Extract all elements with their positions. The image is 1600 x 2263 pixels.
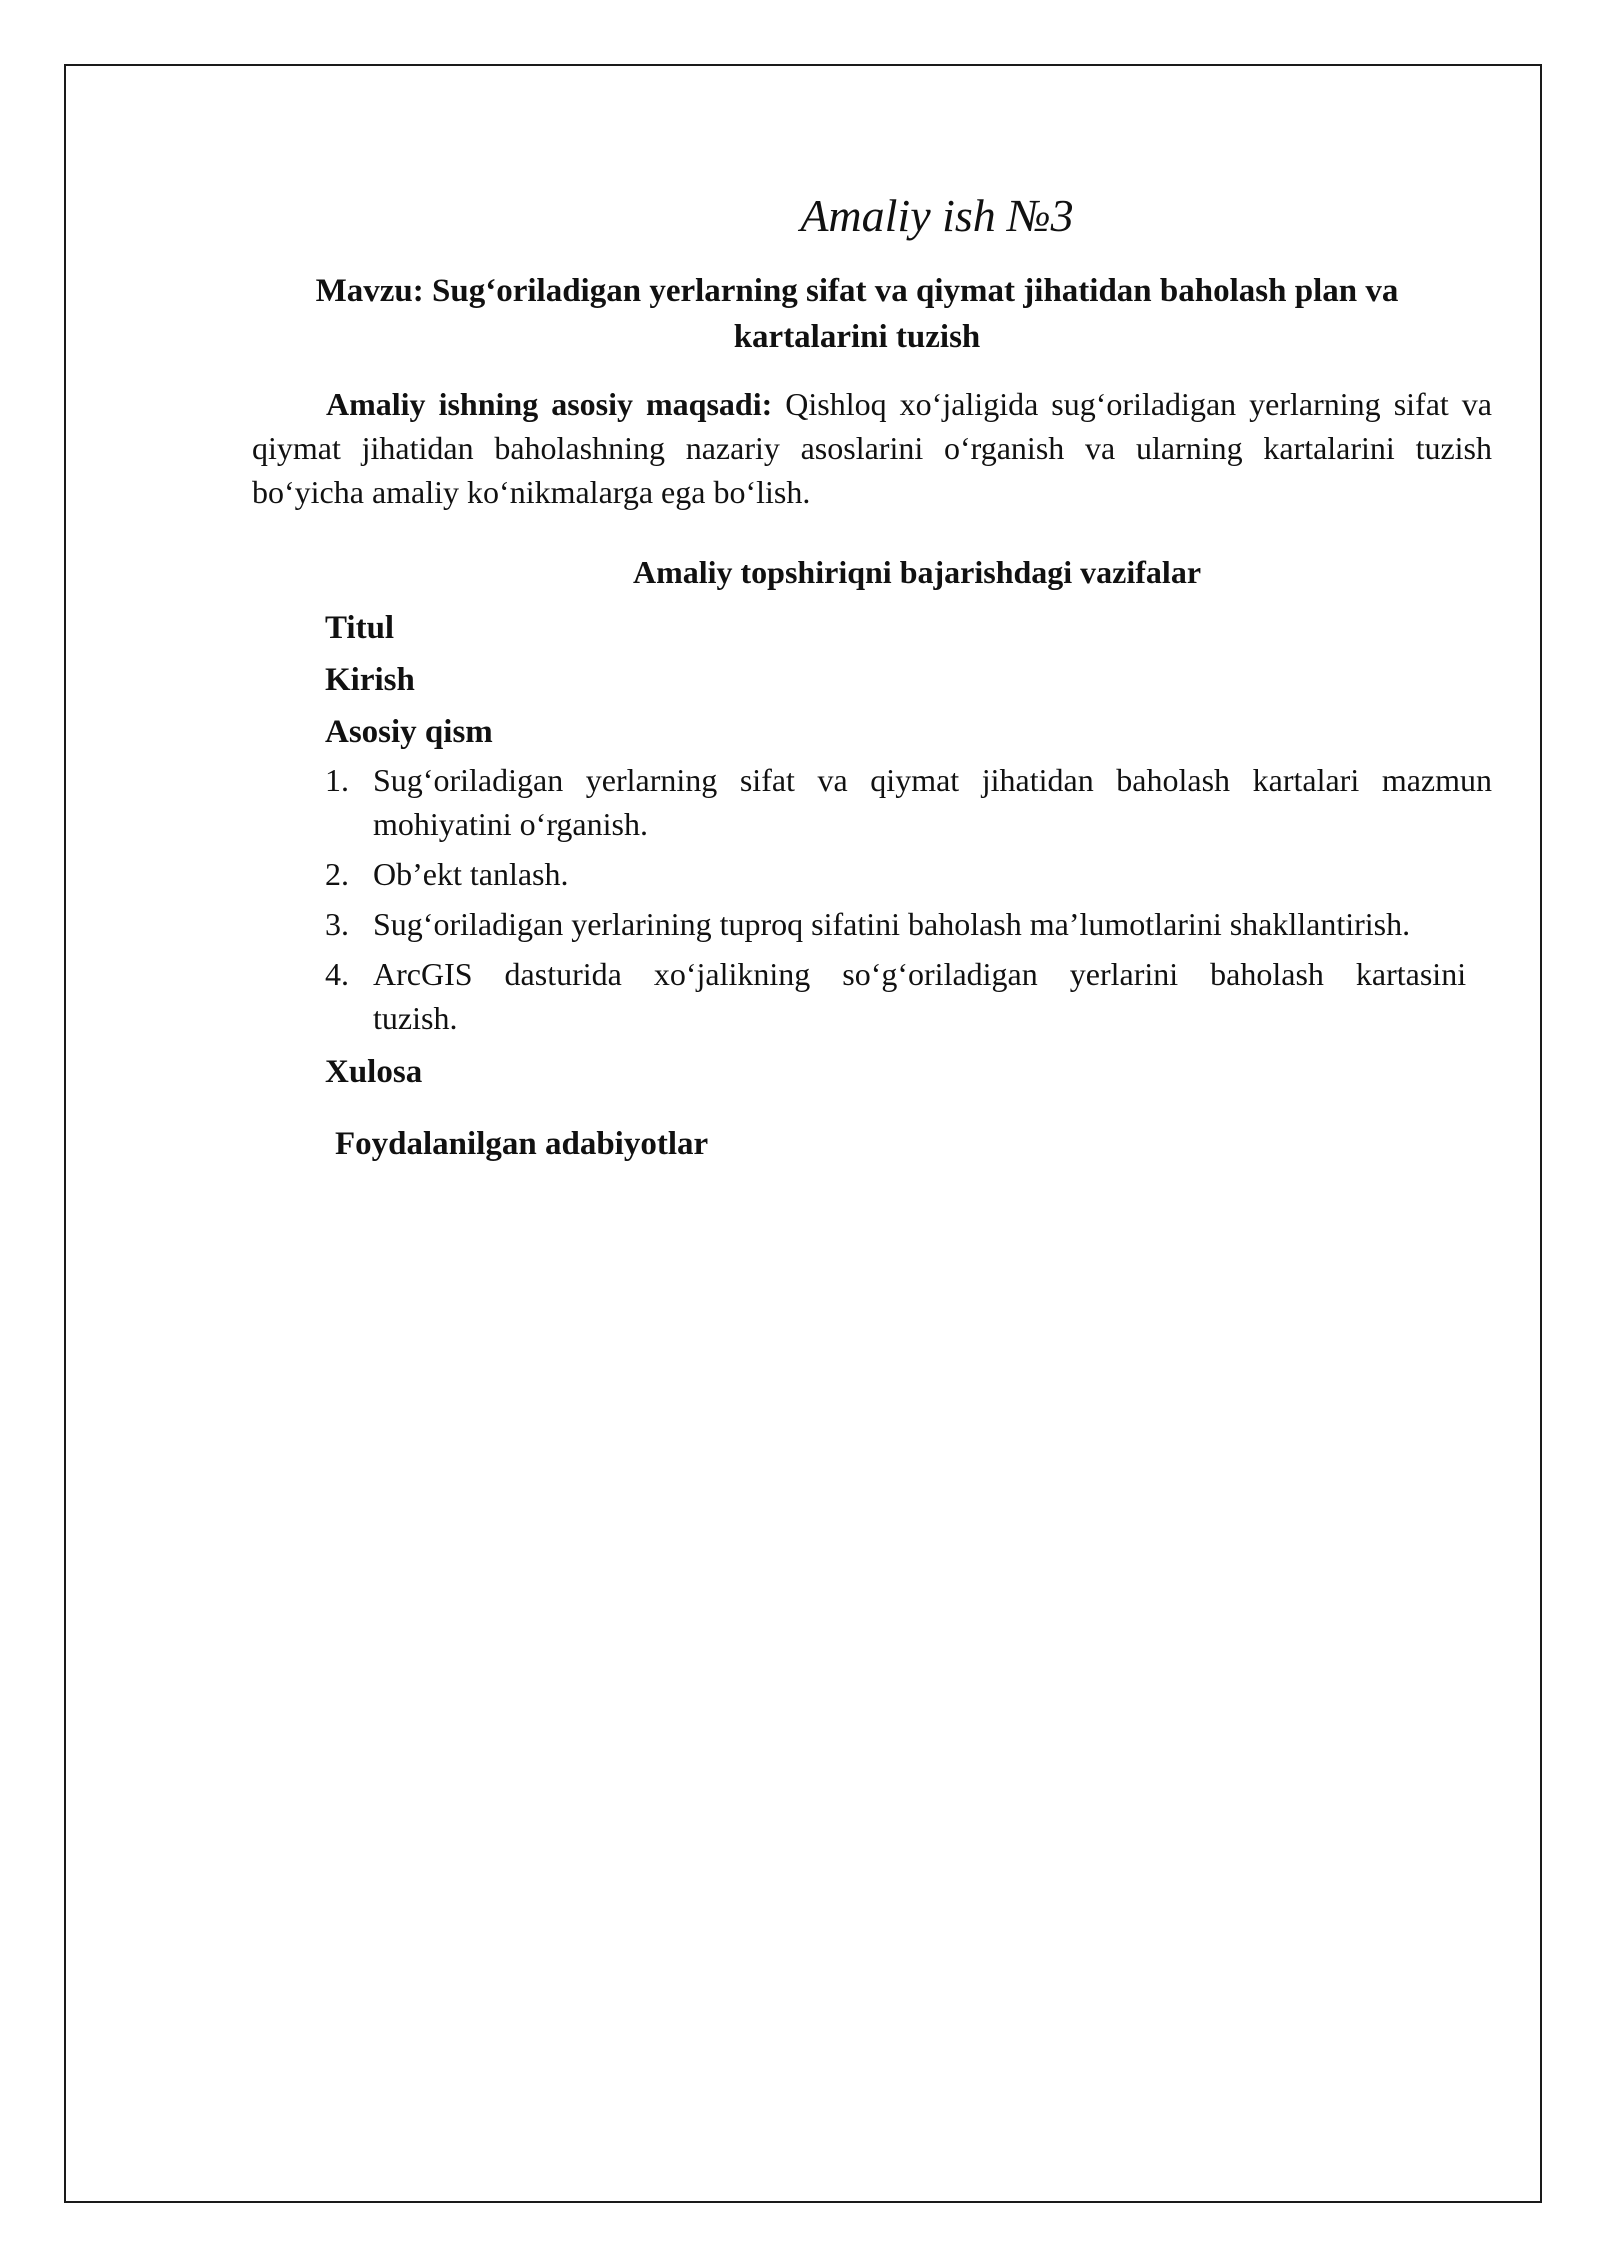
task-item: [325, 952, 1492, 1040]
task-number: 4.: [325, 956, 349, 992]
section-asosiy-qism: Asosiy qism: [325, 714, 493, 750]
task-text: Ob’ekt tanlash.: [373, 856, 569, 892]
task-list: [252, 758, 1492, 1040]
task-item: [325, 902, 1492, 946]
task-text: Sug‘oriladigan yerlarining tuproq sifatini baholash ma’lumotlarini shakllantirish.: [373, 906, 1411, 942]
task-number: 3.: [325, 906, 349, 942]
task-number: 2.: [325, 856, 349, 892]
task-item: [325, 758, 1492, 846]
goal-text: Qishloq xo‘jaligida sug‘oriladigan yerlarning sifat va qiymat jihatidan baholashning nazariy asoslarini o‘rganish va ularning kartalarini tuzish bo‘yicha amaliy ko‘nikmalarga ega bo‘lish.: [252, 386, 1493, 510]
topic-line: Mavzu: Sug‘oriladigan yerlarning sifat va qiymat jihatidan baholash plan va kartalarini tuzish: [315, 273, 1399, 355]
goal-paragraph: [252, 382, 1492, 514]
document-body: [252, 186, 1492, 1170]
section-xulosa: Xulosa: [325, 1054, 423, 1090]
task-text: Sug‘oriladigan yerlarning sifat va qiymat jihatidan baholash kartalari mazmun mohiyatini o‘rganish.: [373, 762, 1492, 842]
goal-label: Amaliy ishning asosiy maqsadi:: [326, 386, 773, 422]
task-text: ArcGIS dasturida xo‘jalikning so‘g‘oriladigan yerlarini baholash kartasini tuzish.: [373, 956, 1467, 1036]
section-references: Foydalanilgan adabiyotlar: [335, 1126, 709, 1162]
document-title: Amaliy ish №3: [800, 190, 1074, 241]
section-kirish: Kirish: [325, 662, 415, 698]
task-item: [325, 852, 1492, 896]
task-number: 1.: [325, 762, 349, 798]
tasks-heading: Amaliy topshiriqni bajarishdagi vazifalar: [632, 554, 1202, 590]
section-titul: Titul: [325, 610, 395, 646]
